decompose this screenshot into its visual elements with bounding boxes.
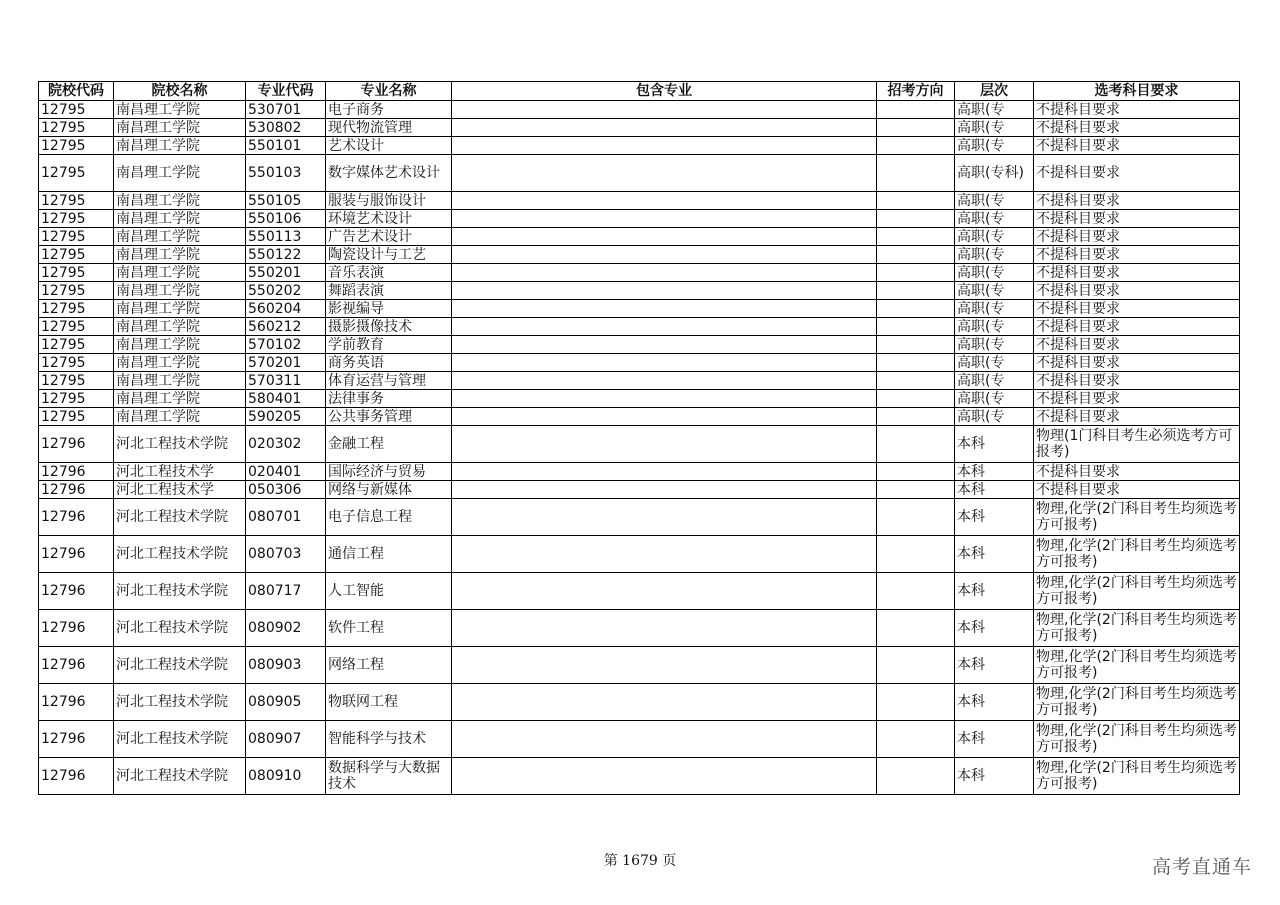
- subject-requirement-cell: 不提科目要求: [1034, 282, 1240, 300]
- school-name-cell: 南昌理工学院: [114, 119, 246, 137]
- table-row: [39, 354, 1240, 372]
- included-majors-cell: [452, 318, 877, 336]
- school-name-cell: 南昌理工学院: [114, 137, 246, 155]
- major-name-cell: 物联网工程: [326, 684, 452, 721]
- subject-requirement-cell: 不提科目要求: [1034, 228, 1240, 246]
- level-cell: 本科: [955, 481, 1034, 499]
- header-direction: 招考方向: [877, 82, 955, 101]
- major-name-cell: 商务英语: [326, 354, 452, 372]
- major-code-cell: 550122: [246, 246, 326, 264]
- school-name-cell: 南昌理工学院: [114, 246, 246, 264]
- major-name-cell: 摄影摄像技术: [326, 318, 452, 336]
- school-code-cell: 12796: [39, 481, 114, 499]
- major-name-cell: 数字媒体艺术设计: [326, 155, 452, 192]
- major-name-cell: 影视编导: [326, 300, 452, 318]
- direction-cell: [877, 101, 955, 119]
- subject-requirement-cell: 不提科目要求: [1034, 210, 1240, 228]
- major-code-cell: 550106: [246, 210, 326, 228]
- major-name-cell: 学前教育: [326, 336, 452, 354]
- included-majors-cell: [452, 354, 877, 372]
- major-name-cell: 服装与服饰设计: [326, 192, 452, 210]
- included-majors-cell: [452, 684, 877, 721]
- school-code-cell: 12795: [39, 137, 114, 155]
- level-cell: 高职(专: [955, 282, 1034, 300]
- included-majors-cell: [452, 264, 877, 282]
- level-cell: 本科: [955, 684, 1034, 721]
- direction-cell: [877, 426, 955, 463]
- major-name-cell: 公共事务管理: [326, 408, 452, 426]
- major-code-cell: 080717: [246, 573, 326, 610]
- major-code-cell: 590205: [246, 408, 326, 426]
- school-code-cell: 12795: [39, 264, 114, 282]
- subject-requirement-cell: 不提科目要求: [1034, 101, 1240, 119]
- major-name-cell: 现代物流管理: [326, 119, 452, 137]
- included-majors-cell: [452, 137, 877, 155]
- school-name-cell: 南昌理工学院: [114, 155, 246, 192]
- included-majors-cell: [452, 647, 877, 684]
- level-cell: 本科: [955, 536, 1034, 573]
- school-name-cell: 河北工程技术学院: [114, 684, 246, 721]
- subject-requirement-cell: 物理,化学(2门科目考生均须选考方可报考): [1034, 573, 1240, 610]
- school-code-cell: 12795: [39, 210, 114, 228]
- table-row: [39, 426, 1240, 463]
- level-cell: 本科: [955, 647, 1034, 684]
- major-code-cell: 020401: [246, 463, 326, 481]
- major-name-cell: 金融工程: [326, 426, 452, 463]
- included-majors-cell: [452, 336, 877, 354]
- subject-requirement-cell: 不提科目要求: [1034, 463, 1240, 481]
- table-row: [39, 536, 1240, 573]
- level-cell: 高职(专: [955, 101, 1034, 119]
- school-name-cell: 河北工程技术学院: [114, 426, 246, 463]
- direction-cell: [877, 499, 955, 536]
- subject-requirement-cell: 不提科目要求: [1034, 318, 1240, 336]
- included-majors-cell: [452, 408, 877, 426]
- table-row: [39, 101, 1240, 119]
- included-majors-cell: [452, 210, 877, 228]
- school-name-cell: 南昌理工学院: [114, 390, 246, 408]
- school-name-cell: 南昌理工学院: [114, 264, 246, 282]
- major-name-cell: 陶瓷设计与工艺: [326, 246, 452, 264]
- subject-requirement-cell: 物理,化学(2门科目考生均须选考方可报考): [1034, 684, 1240, 721]
- school-code-cell: 12795: [39, 228, 114, 246]
- direction-cell: [877, 210, 955, 228]
- major-code-cell: 550202: [246, 282, 326, 300]
- subject-requirement-cell: 不提科目要求: [1034, 300, 1240, 318]
- major-name-cell: 软件工程: [326, 610, 452, 647]
- direction-cell: [877, 336, 955, 354]
- direction-cell: [877, 372, 955, 390]
- subject-requirement-cell: 不提科目要求: [1034, 336, 1240, 354]
- level-cell: 高职(专: [955, 318, 1034, 336]
- major-code-cell: 570201: [246, 354, 326, 372]
- school-name-cell: 南昌理工学院: [114, 101, 246, 119]
- table-row: [39, 137, 1240, 155]
- included-majors-cell: [452, 499, 877, 536]
- table-row: [39, 318, 1240, 336]
- included-majors-cell: [452, 463, 877, 481]
- school-name-cell: 河北工程技术学院: [114, 499, 246, 536]
- subject-requirement-cell: 不提科目要求: [1034, 408, 1240, 426]
- level-cell: 本科: [955, 573, 1034, 610]
- major-name-cell: 广告艺术设计: [326, 228, 452, 246]
- major-code-cell: 580401: [246, 390, 326, 408]
- admission-table: [38, 81, 1240, 795]
- school-name-cell: 南昌理工学院: [114, 210, 246, 228]
- subject-requirement-cell: 物理,化学(2门科目考生均须选考方可报考): [1034, 758, 1240, 795]
- included-majors-cell: [452, 481, 877, 499]
- table-row: [39, 192, 1240, 210]
- level-cell: 高职(专: [955, 408, 1034, 426]
- school-code-cell: 12795: [39, 354, 114, 372]
- table-row: [39, 610, 1240, 647]
- school-code-cell: 12795: [39, 282, 114, 300]
- direction-cell: [877, 721, 955, 758]
- subject-requirement-cell: 物理(1门科目考生必须选考方可报考): [1034, 426, 1240, 463]
- direction-cell: [877, 610, 955, 647]
- subject-requirement-cell: 不提科目要求: [1034, 481, 1240, 499]
- header-major-name: 专业名称: [326, 82, 452, 101]
- included-majors-cell: [452, 192, 877, 210]
- direction-cell: [877, 573, 955, 610]
- table-row: [39, 499, 1240, 536]
- level-cell: 高职(专: [955, 119, 1034, 137]
- school-code-cell: 12795: [39, 101, 114, 119]
- level-cell: 本科: [955, 499, 1034, 536]
- page-number: 第 1679 页: [603, 853, 677, 869]
- table-row: [39, 300, 1240, 318]
- table-row: [39, 573, 1240, 610]
- level-cell: 高职(专: [955, 354, 1034, 372]
- direction-cell: [877, 536, 955, 573]
- school-name-cell: 南昌理工学院: [114, 354, 246, 372]
- level-cell: 高职(专: [955, 192, 1034, 210]
- table-row: [39, 463, 1240, 481]
- school-name-cell: 河北工程技术学院: [114, 721, 246, 758]
- major-code-cell: 080905: [246, 684, 326, 721]
- table-row: [39, 210, 1240, 228]
- included-majors-cell: [452, 390, 877, 408]
- major-name-cell: 国际经济与贸易: [326, 463, 452, 481]
- subject-requirement-cell: 不提科目要求: [1034, 354, 1240, 372]
- level-cell: 高职(专: [955, 390, 1034, 408]
- school-name-cell: 南昌理工学院: [114, 300, 246, 318]
- major-name-cell: 数据科学与大数据技术: [326, 758, 452, 795]
- school-name-cell: 南昌理工学院: [114, 192, 246, 210]
- major-code-cell: 570102: [246, 336, 326, 354]
- included-majors-cell: [452, 426, 877, 463]
- major-code-cell: 550113: [246, 228, 326, 246]
- major-name-cell: 艺术设计: [326, 137, 452, 155]
- school-code-cell: 12795: [39, 246, 114, 264]
- direction-cell: [877, 647, 955, 684]
- table-row: [39, 684, 1240, 721]
- table-row: [39, 481, 1240, 499]
- direction-cell: [877, 192, 955, 210]
- direction-cell: [877, 354, 955, 372]
- included-majors-cell: [452, 536, 877, 573]
- school-name-cell: 河北工程技术学院: [114, 536, 246, 573]
- major-name-cell: 音乐表演: [326, 264, 452, 282]
- school-code-cell: 12796: [39, 536, 114, 573]
- direction-cell: [877, 155, 955, 192]
- header-school-name: 院校名称: [114, 82, 246, 101]
- table-row: [39, 155, 1240, 192]
- subject-requirement-cell: 物理,化学(2门科目考生均须选考方可报考): [1034, 647, 1240, 684]
- school-name-cell: 南昌理工学院: [114, 336, 246, 354]
- major-code-cell: 080703: [246, 536, 326, 573]
- school-name-cell: 南昌理工学院: [114, 408, 246, 426]
- direction-cell: [877, 264, 955, 282]
- school-name-cell: 河北工程技术学: [114, 463, 246, 481]
- included-majors-cell: [452, 155, 877, 192]
- included-majors-cell: [452, 228, 877, 246]
- header-row: [39, 82, 1240, 101]
- included-majors-cell: [452, 372, 877, 390]
- major-code-cell: 080902: [246, 610, 326, 647]
- level-cell: 本科: [955, 463, 1034, 481]
- table-row: [39, 408, 1240, 426]
- table-row: [39, 721, 1240, 758]
- school-code-cell: 12795: [39, 119, 114, 137]
- level-cell: 高职(专: [955, 137, 1034, 155]
- header-subject-requirement: 选考科目要求: [1034, 82, 1240, 101]
- subject-requirement-cell: 不提科目要求: [1034, 264, 1240, 282]
- major-name-cell: 通信工程: [326, 536, 452, 573]
- major-name-cell: 电子商务: [326, 101, 452, 119]
- major-code-cell: 020302: [246, 426, 326, 463]
- school-name-cell: 南昌理工学院: [114, 228, 246, 246]
- direction-cell: [877, 481, 955, 499]
- school-name-cell: 河北工程技术学院: [114, 758, 246, 795]
- school-name-cell: 南昌理工学院: [114, 282, 246, 300]
- header-school-code: 院校代码: [39, 82, 114, 101]
- included-majors-cell: [452, 573, 877, 610]
- table-row: [39, 228, 1240, 246]
- table-row: [39, 264, 1240, 282]
- major-name-cell: 舞蹈表演: [326, 282, 452, 300]
- school-code-cell: 12796: [39, 684, 114, 721]
- school-code-cell: 12796: [39, 463, 114, 481]
- table-row: [39, 119, 1240, 137]
- level-cell: 高职(专: [955, 210, 1034, 228]
- major-name-cell: 人工智能: [326, 573, 452, 610]
- included-majors-cell: [452, 101, 877, 119]
- level-cell: 高职(专: [955, 264, 1034, 282]
- direction-cell: [877, 684, 955, 721]
- included-majors-cell: [452, 721, 877, 758]
- school-code-cell: 12796: [39, 426, 114, 463]
- header-major-code: 专业代码: [246, 82, 326, 101]
- included-majors-cell: [452, 246, 877, 264]
- major-code-cell: 080903: [246, 647, 326, 684]
- school-name-cell: 南昌理工学院: [114, 318, 246, 336]
- subject-requirement-cell: 物理,化学(2门科目考生均须选考方可报考): [1034, 721, 1240, 758]
- level-cell: 高职(专: [955, 372, 1034, 390]
- table-row: [39, 372, 1240, 390]
- school-code-cell: 12796: [39, 499, 114, 536]
- major-code-cell: 560204: [246, 300, 326, 318]
- major-name-cell: 体育运营与管理: [326, 372, 452, 390]
- school-name-cell: 河北工程技术学院: [114, 573, 246, 610]
- school-name-cell: 南昌理工学院: [114, 372, 246, 390]
- school-name-cell: 河北工程技术学: [114, 481, 246, 499]
- direction-cell: [877, 758, 955, 795]
- major-name-cell: 智能科学与技术: [326, 721, 452, 758]
- level-cell: 高职(专: [955, 300, 1034, 318]
- subject-requirement-cell: 不提科目要求: [1034, 246, 1240, 264]
- school-code-cell: 12795: [39, 192, 114, 210]
- major-code-cell: 550201: [246, 264, 326, 282]
- level-cell: 本科: [955, 758, 1034, 795]
- school-code-cell: 12796: [39, 647, 114, 684]
- direction-cell: [877, 318, 955, 336]
- table-row: [39, 647, 1240, 684]
- table-row: [39, 758, 1240, 795]
- major-code-cell: 080910: [246, 758, 326, 795]
- direction-cell: [877, 119, 955, 137]
- header-level: 层次: [955, 82, 1034, 101]
- watermark: 高考直通车: [1151, 856, 1252, 878]
- subject-requirement-cell: 不提科目要求: [1034, 372, 1240, 390]
- school-code-cell: 12795: [39, 390, 114, 408]
- included-majors-cell: [452, 282, 877, 300]
- school-code-cell: 12795: [39, 300, 114, 318]
- school-name-cell: 河北工程技术学院: [114, 610, 246, 647]
- direction-cell: [877, 300, 955, 318]
- direction-cell: [877, 228, 955, 246]
- subject-requirement-cell: 不提科目要求: [1034, 119, 1240, 137]
- header-included-majors: 包含专业: [452, 82, 877, 101]
- major-code-cell: 530701: [246, 101, 326, 119]
- subject-requirement-cell: 不提科目要求: [1034, 137, 1240, 155]
- included-majors-cell: [452, 300, 877, 318]
- included-majors-cell: [452, 119, 877, 137]
- major-code-cell: 560212: [246, 318, 326, 336]
- subject-requirement-cell: 不提科目要求: [1034, 390, 1240, 408]
- school-code-cell: 12795: [39, 408, 114, 426]
- school-code-cell: 12796: [39, 610, 114, 647]
- major-name-cell: 法律事务: [326, 390, 452, 408]
- level-cell: 高职(专科): [955, 155, 1034, 192]
- direction-cell: [877, 246, 955, 264]
- major-code-cell: 550105: [246, 192, 326, 210]
- major-name-cell: 电子信息工程: [326, 499, 452, 536]
- major-code-cell: 050306: [246, 481, 326, 499]
- school-code-cell: 12796: [39, 573, 114, 610]
- level-cell: 高职(专: [955, 228, 1034, 246]
- included-majors-cell: [452, 758, 877, 795]
- subject-requirement-cell: 物理,化学(2门科目考生均须选考方可报考): [1034, 536, 1240, 573]
- major-code-cell: 080907: [246, 721, 326, 758]
- included-majors-cell: [452, 610, 877, 647]
- level-cell: 本科: [955, 721, 1034, 758]
- direction-cell: [877, 408, 955, 426]
- table-row: [39, 336, 1240, 354]
- school-name-cell: 河北工程技术学院: [114, 647, 246, 684]
- direction-cell: [877, 390, 955, 408]
- table-row: [39, 282, 1240, 300]
- subject-requirement-cell: 物理,化学(2门科目考生均须选考方可报考): [1034, 610, 1240, 647]
- school-code-cell: 12795: [39, 318, 114, 336]
- major-code-cell: 550101: [246, 137, 326, 155]
- direction-cell: [877, 282, 955, 300]
- school-code-cell: 12795: [39, 155, 114, 192]
- school-code-cell: 12796: [39, 721, 114, 758]
- school-code-cell: 12795: [39, 372, 114, 390]
- major-code-cell: 530802: [246, 119, 326, 137]
- major-code-cell: 550103: [246, 155, 326, 192]
- school-code-cell: 12795: [39, 336, 114, 354]
- direction-cell: [877, 137, 955, 155]
- major-name-cell: 网络工程: [326, 647, 452, 684]
- level-cell: 高职(专: [955, 336, 1034, 354]
- subject-requirement-cell: 物理,化学(2门科目考生均须选考方可报考): [1034, 499, 1240, 536]
- direction-cell: [877, 463, 955, 481]
- level-cell: 本科: [955, 426, 1034, 463]
- major-name-cell: 网络与新媒体: [326, 481, 452, 499]
- school-code-cell: 12796: [39, 758, 114, 795]
- level-cell: 高职(专: [955, 246, 1034, 264]
- table-row: [39, 246, 1240, 264]
- table-row: [39, 390, 1240, 408]
- major-code-cell: 570311: [246, 372, 326, 390]
- major-name-cell: 环境艺术设计: [326, 210, 452, 228]
- major-code-cell: 080701: [246, 499, 326, 536]
- subject-requirement-cell: 不提科目要求: [1034, 192, 1240, 210]
- subject-requirement-cell: 不提科目要求: [1034, 155, 1240, 192]
- level-cell: 本科: [955, 610, 1034, 647]
